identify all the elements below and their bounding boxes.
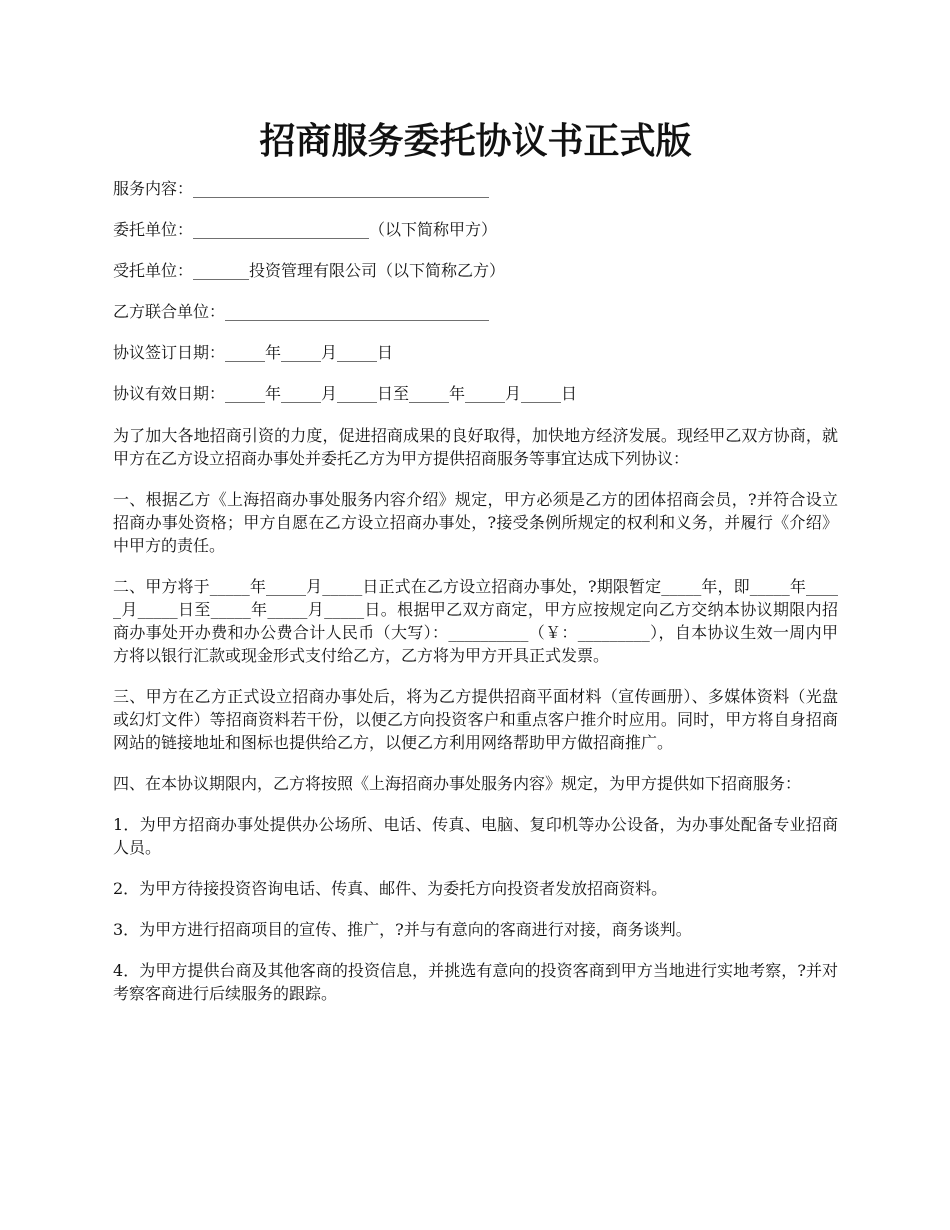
paragraph-service-2: 2．为甲方待接投资咨询电话、传真、邮件、为委托方向投资者发放招商资料。 [113, 879, 668, 898]
paragraph-clause-1: 一、根据乙方《上海招商办事处服务内容介绍》规定，甲方必须是乙方的团体招商会员，?并符合设立招商办事处资格；甲方自愿在乙方设立招商办事处，?接受条例所规定的权利和义务，并履行《介绍》中甲方的责任。 [113, 490, 838, 555]
field-validity-period: 协议有效日期：_____年_____月_____日至_____年_____月_____日 [113, 384, 578, 403]
document-title: 招商服务委托协议书正式版 [259, 120, 692, 162]
contract-fields [113, 178, 838, 405]
paragraph-service-3: 3．为甲方进行招商项目的宣传、推广，?并与有意向的客商进行对接，商务谈判。 [113, 920, 692, 939]
paragraph-service-4: 4．为甲方提供台商及其他客商的投资信息，并挑选有意向的投资客商到甲方当地进行实地考察，?并对考察客商进行后续服务的跟踪。 [113, 961, 838, 1003]
paragraph-preamble: 为了加大各地招商引资的力度，促进招商成果的良好取得，加快地方经济发展。现经甲乙双方协商，就甲方在乙方设立招商办事处并委托乙方为甲方提供招商服务等事宜达成下列协议： [113, 426, 838, 468]
field-entrusted-party: 受托单位：_______投资管理有限公司（以下简称乙方） [113, 261, 506, 280]
paragraph-service-1: 1．为甲方招商办事处提供办公场所、电话、传真、电脑、复印机等办公设备，为办事处配备专业招商人员。 [113, 815, 838, 857]
field-service-content: 服务内容：_____________________________________ [113, 179, 490, 198]
field-joint-party: 乙方联合单位：_________________________________ [113, 302, 490, 321]
field-signing-date: 协议签订日期：_____年_____月_____日 [113, 343, 394, 362]
paragraph-clause-3: 三、甲方在乙方正式设立招商办事处后，将为乙方提供招商平面材料（宣传画册）、多媒体资料（光盘或幻灯文件）等招商资料若干份，以便乙方向投资客户和重点客户推介时应用。同时，甲方将自身招商网站的链接地址和图标也提供给乙方，以便乙方利用网络帮助甲方做招商推广。 [113, 687, 838, 752]
field-entrusting-party: 委托单位：______________________（以下简称甲方） [113, 220, 498, 239]
paragraph-clause-4: 四、在本协议期限内，乙方将按照《上海招商办事处服务内容》规定，为甲方提供如下招商服务： [113, 774, 802, 793]
contract-body [113, 424, 838, 1005]
paragraph-clause-2: 二、甲方将于_____年_____月_____日正式在乙方设立招商办事处，?期限暂定_____年，即_____年_____月_____日至_____年_____月_____日。根据甲乙双方商定，甲方应按规定向乙方交纳本协议期限内招商办事处开办费和办公费合计人民币（大写）：__________（￥：_________），自本协议生效一周内甲方将以银行汇款或现金形式支付给乙方，乙方将为甲方开具正式发票。 [113, 577, 838, 665]
